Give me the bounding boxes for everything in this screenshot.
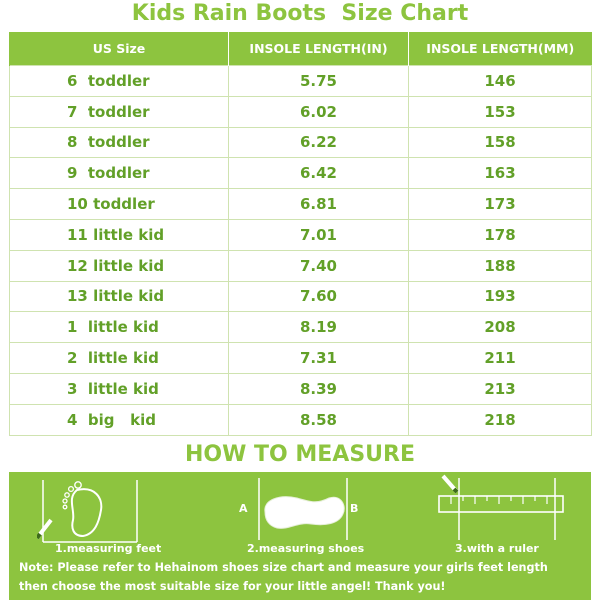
step-2-label: 2.measuring shoes — [247, 542, 365, 555]
table-row — [10, 312, 592, 343]
insole-in-cell: 6.81 — [229, 189, 409, 220]
insole-mm-cell: 173 — [409, 189, 592, 220]
note-text — [19, 558, 591, 596]
note-line-1: Note: Please refer to Hehainom shoes size chart and measure your girls feet length — [19, 561, 548, 574]
us-size-cell: 6 toddler — [10, 66, 229, 97]
us-size-cell: 10 toddler — [10, 189, 229, 220]
table-header-row — [10, 32, 592, 66]
size-table — [9, 32, 592, 436]
insole-in-cell: 7.60 — [229, 281, 409, 312]
insole-mm-cell: 158 — [409, 127, 592, 158]
how-to-measure-panel — [9, 472, 591, 600]
insole-in-cell: 5.75 — [229, 66, 409, 97]
us-size-cell: 13 little kid — [10, 281, 229, 312]
insole-mm-cell: 178 — [409, 219, 592, 250]
table-row — [10, 96, 592, 127]
table-row — [10, 158, 592, 189]
step-1-label: 1.measuring feet — [55, 542, 162, 555]
table-row — [10, 189, 592, 220]
us-size-cell: 1 little kid — [10, 312, 229, 343]
table-row — [10, 404, 592, 435]
insole-in-cell: 7.40 — [229, 250, 409, 281]
table-row — [10, 219, 592, 250]
marker-a: A — [239, 502, 248, 515]
insole-in-cell: 6.02 — [229, 96, 409, 127]
insole-mm-cell: 193 — [409, 281, 592, 312]
us-size-cell: 7 toddler — [10, 96, 229, 127]
foot-outline-icon — [37, 476, 167, 546]
insole-mm-cell: 188 — [409, 250, 592, 281]
insole-in-cell: 6.22 — [229, 127, 409, 158]
insole-in-cell: 7.31 — [229, 343, 409, 374]
us-size-cell: 12 little kid — [10, 250, 229, 281]
insole-in-cell: 8.58 — [229, 404, 409, 435]
insole-mm-cell: 218 — [409, 404, 592, 435]
insole-in-cell: 8.39 — [229, 373, 409, 404]
insole-in-cell: 8.19 — [229, 312, 409, 343]
header-us-size: US Size — [10, 32, 229, 66]
us-size-cell: 2 little kid — [10, 343, 229, 374]
table-row — [10, 127, 592, 158]
us-size-cell: 9 toddler — [10, 158, 229, 189]
header-insole-mm: INSOLE LENGTH(MM) — [409, 32, 592, 66]
table-row — [10, 66, 592, 97]
step-3-label: 3.with a ruler — [455, 542, 539, 555]
insole-mm-cell: 163 — [409, 158, 592, 189]
header-insole-in: INSOLE LENGTH(IN) — [229, 32, 409, 66]
insole-mm-cell: 208 — [409, 312, 592, 343]
table-row — [10, 373, 592, 404]
insole-mm-cell: 153 — [409, 96, 592, 127]
insole-mm-cell: 211 — [409, 343, 592, 374]
how-to-measure-title: HOW TO MEASURE — [184, 442, 416, 467]
ruler-icon — [429, 474, 579, 544]
insole-in-cell: 7.01 — [229, 219, 409, 250]
note-line-2: then choose the most suitable size for your little angel! Thank you! — [19, 580, 446, 593]
table-row — [10, 281, 592, 312]
us-size-cell: 4 big kid — [10, 404, 229, 435]
size-table-body — [10, 66, 592, 436]
chart-title: Kids Rain Boots Size Chart — [131, 1, 469, 26]
step-with-ruler — [429, 474, 579, 546]
insole-mm-cell: 146 — [409, 66, 592, 97]
us-size-cell: 11 little kid — [10, 219, 229, 250]
us-size-cell: 8 toddler — [10, 127, 229, 158]
marker-b: B — [350, 502, 359, 515]
insole-mm-cell: 213 — [409, 373, 592, 404]
insole-in-cell: 6.42 — [229, 158, 409, 189]
table-row — [10, 343, 592, 374]
us-size-cell: 3 little kid — [10, 373, 229, 404]
table-row — [10, 250, 592, 281]
